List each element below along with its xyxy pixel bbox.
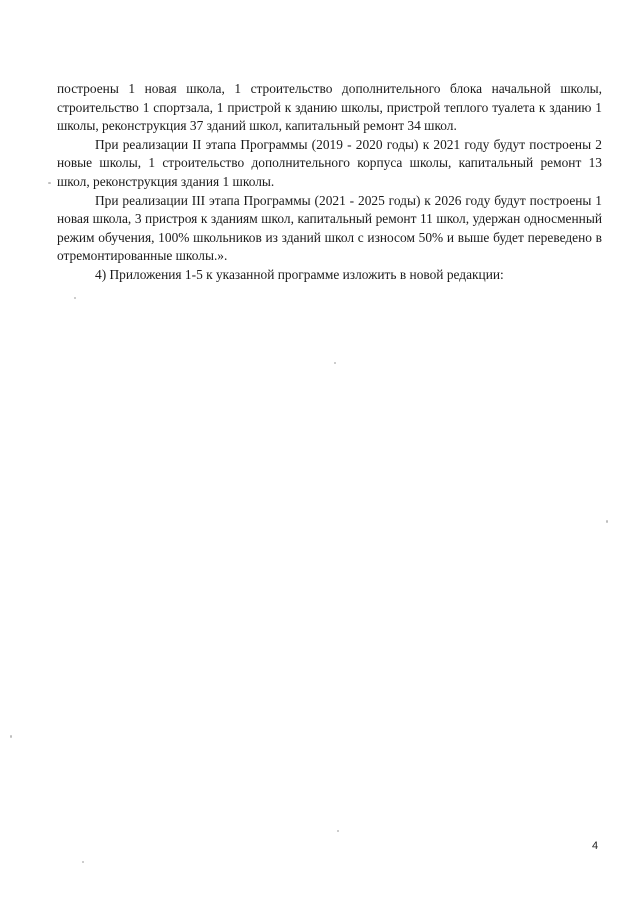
scan-speck <box>82 861 84 863</box>
paragraph-stage-3: При реализации III этапа Программы (2021 - 2025 годы) к 2026 году будут построены 1 новая школа, 3 пристроя к зданиям школ, капитальный ремонт 11 школ, удержан односменный режим обучения, 100% школьников из зданий школ с износом 50% и выше будет переведено в отремонтированные школы.». <box>57 192 602 264</box>
scan-speck <box>10 735 12 738</box>
body-text <box>57 80 602 285</box>
page-number: 4 <box>592 840 599 852</box>
scan-speck <box>606 520 608 523</box>
paragraph-appendices: 4) Приложения 1-5 к указанной программе изложить в новой редакции: <box>95 266 504 282</box>
paragraph-stage-2: При реализации II этапа Программы (2019 - 2020 годы) к 2021 году будут построены 2 новые школы, 1 строительство дополнительного корпуса школы, капитальный ремонт 13 школ, реконструкция здания 1 школы. <box>57 136 602 189</box>
scan-speck <box>74 297 76 299</box>
scan-speck <box>334 362 336 364</box>
scan-speck <box>337 830 339 832</box>
scan-speck <box>48 182 51 184</box>
paragraph-stage-1-continuation: построены 1 новая школа, 1 строительство дополнительного блока начальной школы, строительство 1 спортзала, 1 пристрой к зданию школы, пристрой теплого туалета к зданию 1 школы, реконструкция 37 зданий школ, капитальный ремонт 34 школ. <box>57 81 602 134</box>
